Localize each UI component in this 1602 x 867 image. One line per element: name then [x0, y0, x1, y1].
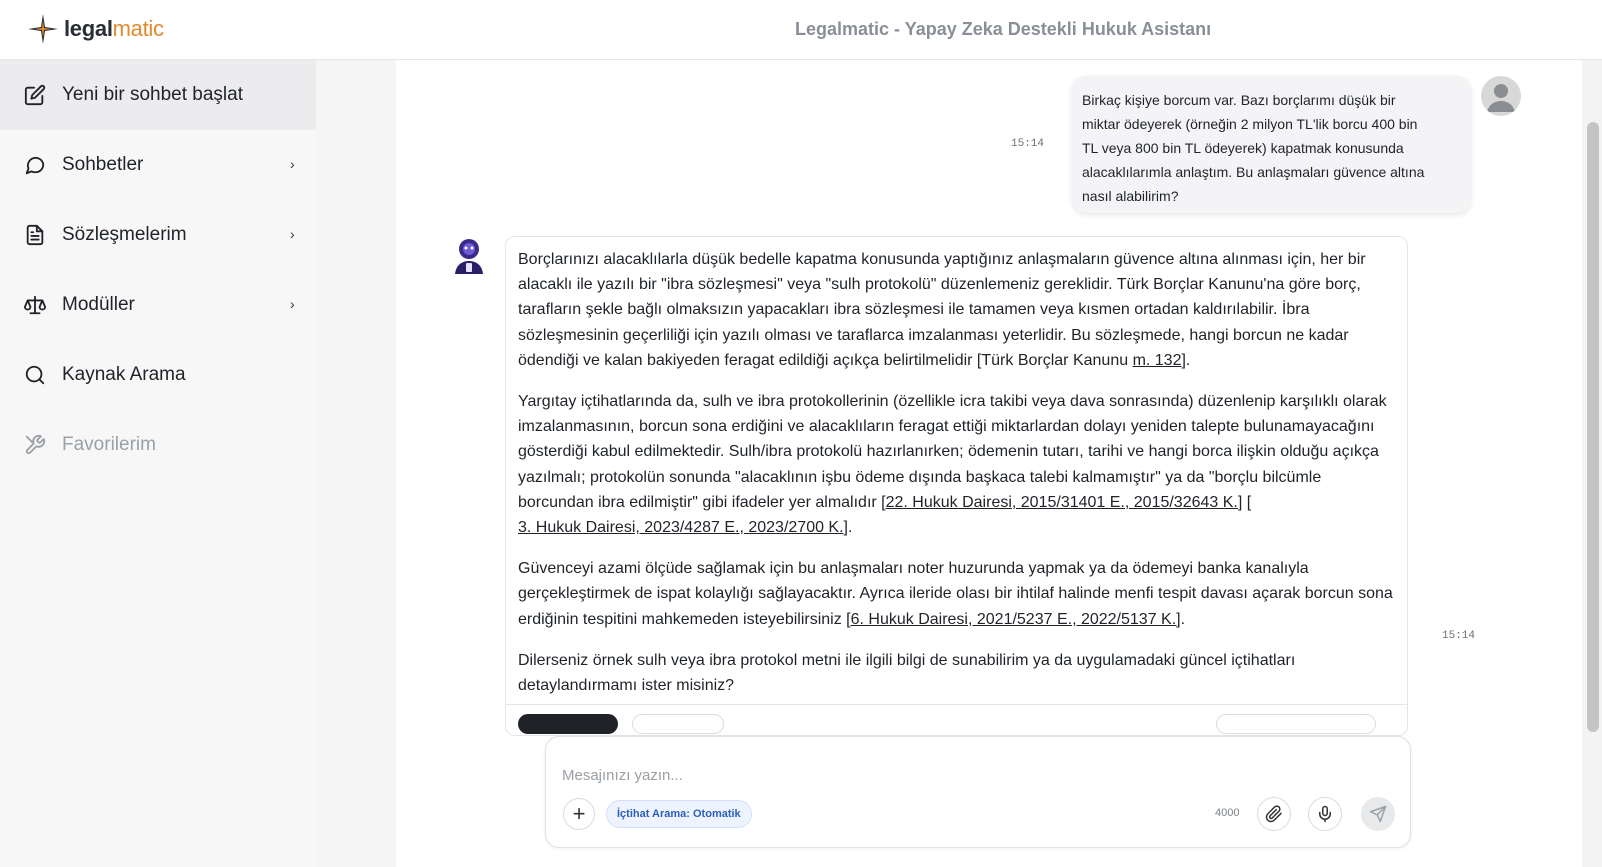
message-action-button[interactable] — [632, 714, 724, 734]
message-action-button[interactable] — [518, 714, 618, 734]
sidebar-item-label: Kaynak Arama — [62, 364, 186, 385]
assistant-paragraph — [518, 247, 1395, 373]
microphone-icon — [1316, 805, 1334, 823]
document-icon — [24, 224, 46, 246]
sidebar-item-source-search[interactable] — [0, 340, 316, 410]
character-counter: 4000 — [1215, 807, 1240, 819]
message-input[interactable] — [562, 763, 1382, 787]
sidebar-item-modules[interactable] — [0, 270, 316, 340]
chat-area — [396, 60, 1582, 867]
app-title: Legalmatic - Yapay Zeka Destekli Hukuk Asistanı — [795, 19, 1212, 39]
paragraph-text: Güvenceyi azami ölçüde sağlamak için bu anlaşmaları noter huzurunda yapmak ya da ödemeyi banka kanalıyla gerçekleştirmek de ispat kolaylığı sağlayacaktır. Ayrıca ileride olası bir ihtilaf halinde menfi tespit davası açarak borcun sona erdiğinin tespitini mahkemeden isteyebilirsiniz — [518, 560, 1393, 628]
assistant-avatar-icon — [451, 236, 487, 276]
case-law-search-chip[interactable]: İçtihat Arama: Otomatik — [606, 800, 752, 828]
paragraph-text: ]. — [843, 519, 853, 537]
user-message — [1072, 76, 1471, 213]
message-action-button[interactable] — [1216, 714, 1376, 734]
message-timestamp: 15:14 — [1442, 630, 1476, 642]
logo-text-matic: matic — [112, 16, 164, 41]
message-timestamp: 15:14 — [1011, 138, 1045, 150]
scrollbar-thumb[interactable] — [1587, 122, 1599, 732]
scale-icon — [24, 294, 46, 316]
paragraph-text: Dilerseniz örnek sulh veya ibra protokol metni ile ilgili bilgi de sunabilirim ya da uygulamadaki güncel içtihatları detaylandırmamı ister misiniz? — [518, 651, 1296, 695]
sidebar-item-label: Sözleşmelerim — [62, 224, 187, 245]
chevron-right-icon: › — [290, 156, 295, 172]
user-message-line: alacaklılarımla anlaştım. Bu anlaşmaları güvence altına — [1082, 164, 1425, 180]
sidebar-item-new-chat[interactable] — [0, 60, 316, 130]
send-button[interactable] — [1361, 797, 1395, 831]
citation-link[interactable]: [6. Hukuk Dairesi, 2021/5237 E., 2022/5137 K.] — [846, 610, 1181, 628]
sidebar-gutter — [316, 60, 396, 867]
message-composer — [545, 736, 1411, 848]
paragraph-text: . — [1180, 610, 1186, 628]
logo-text-legal: legal — [64, 16, 113, 41]
citation-link[interactable]: 3. Hukuk Dairesi, 2023/4287 E., 2023/2700 K. — [518, 519, 844, 537]
sidebar — [0, 60, 316, 867]
app-header — [0, 0, 1602, 60]
microphone-button[interactable] — [1308, 797, 1342, 831]
assistant-paragraph — [518, 648, 1395, 698]
assistant-avatar — [451, 236, 487, 276]
add-button[interactable]: + — [563, 798, 595, 830]
vertical-scrollbar[interactable] — [1582, 60, 1602, 867]
chevron-right-icon: › — [290, 296, 295, 312]
tools-icon — [24, 434, 46, 456]
send-icon — [1369, 805, 1387, 823]
sidebar-item-label: Sohbetler — [62, 154, 144, 175]
attach-button[interactable] — [1257, 797, 1291, 831]
user-avatar-icon — [1481, 76, 1521, 116]
paragraph-text: Borçlarınızı alacaklılarla düşük bedelle kapatma konusunda yaptığınız anlaşmaların güvence altına alınması için, her bir alacaklı ile yazılı bir "ibra sözleşmesi" veya "sulh protokolü" düzenlemeniz gereklidir. Türk Borçlar Kanunu'na göre borç, tarafların şekle bağlı olmaksızın yapacakları ibra sözleşmesi ile tamamen veya kısmen ortadan kaldırılabilir. İbra sözleşmesinin geçerliliği için yazılı olması ve taraflarca imzalanması yeterlidir. Bu sözleşmede, hangi borcun ne kadar ödendiği ve kalan bakiyeden feragat edildiği açıkça belirtilmelidir [Türk Borçlar Kanunu — [518, 251, 1366, 369]
user-message-line: miktar ödeyerek (örneğin 2 milyon TL'lik borcu 400 bin — [1082, 116, 1418, 132]
sidebar-item-chats[interactable] — [0, 130, 316, 200]
logo[interactable] — [26, 12, 164, 46]
sidebar-item-label: Yeni bir sohbet başlat — [62, 84, 243, 105]
paperclip-icon — [1265, 805, 1283, 823]
sidebar-item-contracts[interactable] — [0, 200, 316, 270]
edit-icon — [24, 84, 46, 106]
logo-text — [64, 16, 164, 42]
sidebar-item-label: Modüller — [62, 294, 135, 315]
chevron-right-icon: › — [290, 226, 295, 242]
user-message-line: TL veya 800 bin TL ödeyerek) kapatmak konusunda — [1082, 140, 1404, 156]
sidebar-item-favorites[interactable] — [0, 410, 316, 480]
sidebar-item-label: Favorilerim — [62, 434, 156, 455]
assistant-paragraph — [518, 556, 1395, 632]
paragraph-text: [ — [1242, 493, 1252, 511]
citation-link[interactable]: [22. Hukuk Dairesi, 2015/31401 E., 2015/32643 K.] — [881, 493, 1243, 511]
paragraph-text: ]. — [1181, 351, 1191, 369]
message-actions-divider — [506, 704, 1408, 705]
search-icon — [24, 364, 46, 386]
paragraph-text: Yargıtay içtihatlarında da, sulh ve ibra protokollerinin (özellikle icra takibi veya dava sonrasında) düzenlenip karşılıklı olarak imzalanmasının, borcun sona erdiğini ve alacaklıların feragat ettiği miktarlardan dolayı yeniden talepte bulunamayacağını gösterdiği kabul edilmektedir. Sulh/ibra protokolü hazırlanırken; ödemenin tutarı, tarihi ve hangi borca ilişkin olduğu açıkça yazılmalı; protokolün sonunda "alacaklının işbu ödeme dışında başkaca talebi kalmamıştır" ya da "borçlu bilcümle borcundan ibra edilmiştir" gibi ifadeler yer almalıdır — [518, 393, 1387, 511]
assistant-message — [505, 236, 1408, 736]
chat-icon — [24, 154, 46, 176]
user-message-line: Birkaç kişiye borcum var. Bazı borçlarımı düşük bir — [1082, 92, 1396, 108]
assistant-paragraph — [518, 389, 1395, 540]
logo-star-icon — [26, 12, 60, 46]
citation-link[interactable]: m. 132 — [1132, 351, 1182, 369]
user-avatar[interactable] — [1481, 76, 1521, 116]
user-message-line: nasıl alabilirim? — [1082, 188, 1179, 204]
